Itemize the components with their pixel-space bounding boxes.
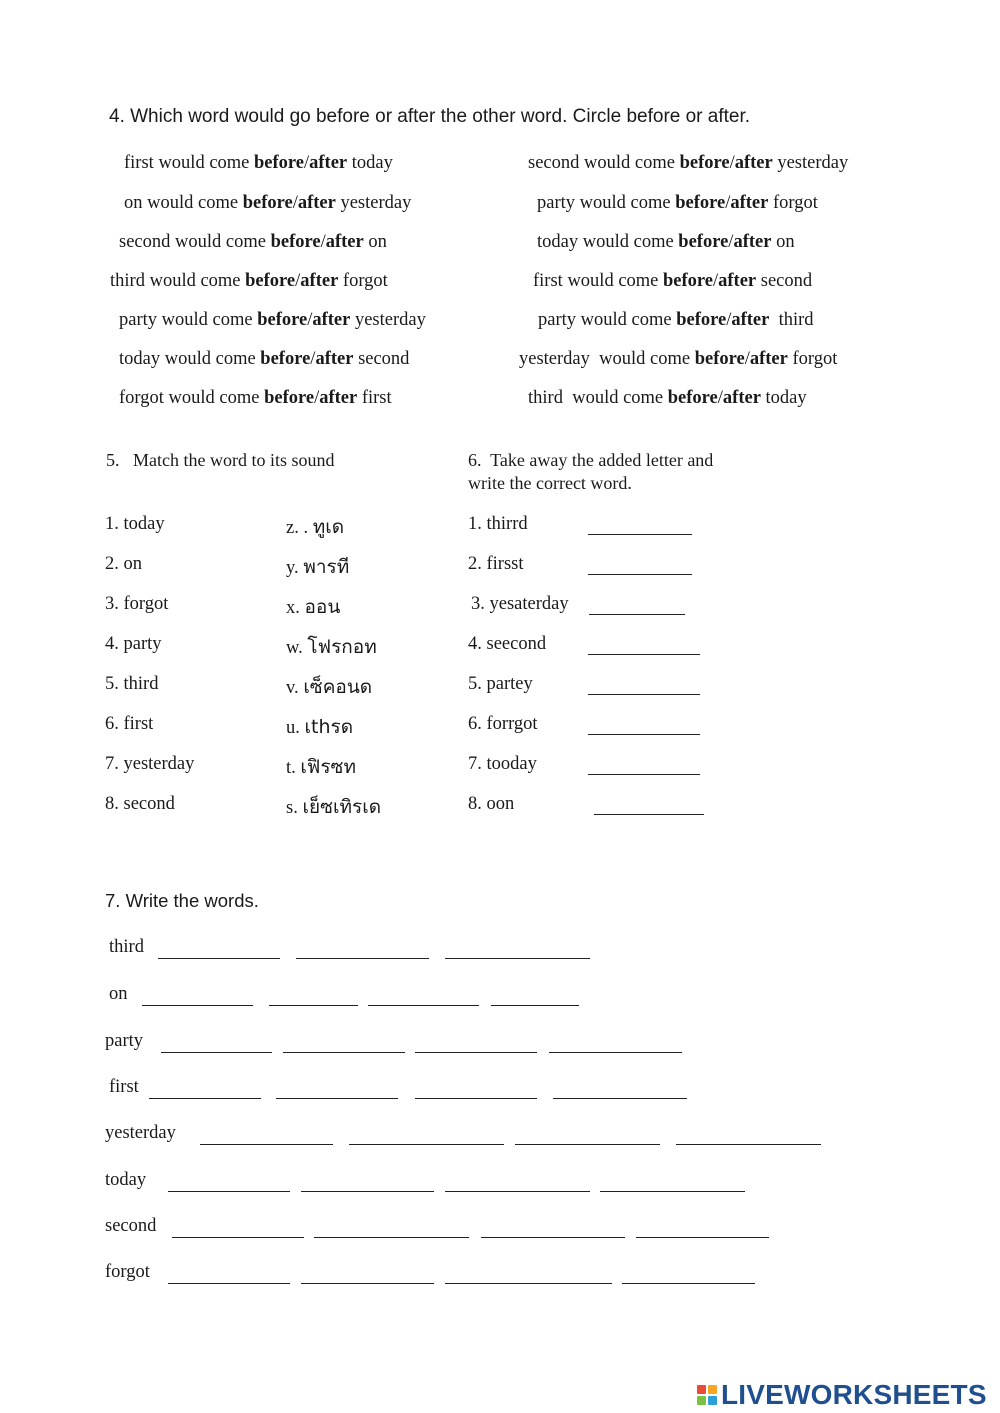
match-sound-item (286, 712, 353, 742)
before-after-row (119, 310, 426, 331)
before-option[interactable]: before (679, 153, 730, 173)
misspelled-word: 8. oon (468, 794, 515, 814)
match-word-item: 4. party (105, 634, 162, 654)
after-option[interactable]: after (718, 271, 757, 291)
row-word-b: on (776, 232, 795, 252)
slash: / (304, 153, 310, 173)
slash: / (725, 193, 731, 213)
sound-thai: เthรด (304, 716, 354, 738)
match-word-item: 5. third (105, 674, 159, 694)
match-word-item: 3. forgot (105, 594, 169, 614)
after-option[interactable]: after (730, 193, 769, 213)
write-blank[interactable] (314, 1237, 469, 1238)
slash: / (295, 271, 301, 291)
row-word-b: today (765, 388, 807, 408)
row-word-a: party (119, 310, 158, 330)
row-phrase: would come (144, 271, 246, 291)
write-blank[interactable] (168, 1191, 290, 1192)
section-6-title-line1: 6. Take away the added letter and (468, 450, 714, 470)
answer-blank[interactable] (594, 814, 704, 815)
after-option[interactable]: after (734, 153, 773, 173)
sound-letter: u. (286, 718, 305, 738)
row-phrase: would come (153, 153, 254, 173)
row-phrase: would come (160, 349, 261, 369)
write-word-label: third (109, 937, 144, 957)
before-option[interactable]: before (667, 388, 718, 408)
before-after-row (537, 232, 795, 253)
before-after-row (110, 271, 388, 292)
row-word-a: forgot (119, 388, 164, 408)
before-after-row (538, 310, 814, 331)
row-word-a: on (124, 193, 143, 213)
liveworksheets-logo-icon (697, 1385, 717, 1405)
row-word-b: first (361, 388, 392, 408)
answer-blank[interactable] (588, 654, 700, 655)
slash: / (307, 310, 313, 330)
slash: / (320, 232, 326, 252)
row-phrase: would come (157, 310, 258, 330)
write-word-label: first (109, 1077, 139, 1097)
answer-blank[interactable] (588, 694, 700, 695)
row-word-b: yesterday (354, 310, 426, 330)
before-option[interactable]: before (694, 349, 745, 369)
match-word-item: 2. on (105, 554, 142, 574)
write-word-label: party (105, 1031, 144, 1051)
liveworksheets-logo (697, 1378, 987, 1412)
misspelled-word: 2. firsst (468, 554, 524, 574)
row-word-b: on (368, 232, 387, 252)
after-option[interactable]: after (315, 349, 354, 369)
row-word-b: forgot (342, 271, 388, 291)
write-blank[interactable] (368, 1005, 479, 1006)
match-word-item: 1. today (105, 514, 165, 534)
match-sound-item (286, 792, 381, 822)
section-7-title: 7. Write the words. (105, 890, 259, 911)
row-word-a: party (537, 193, 576, 213)
sound-letter: s. (286, 798, 303, 818)
row-phrase: would come (579, 153, 680, 173)
answer-blank[interactable] (588, 734, 700, 735)
write-blank[interactable] (200, 1144, 333, 1145)
write-blank[interactable] (481, 1237, 625, 1238)
logo-square-green (697, 1396, 706, 1405)
slash: / (292, 193, 298, 213)
after-option[interactable]: after (319, 388, 358, 408)
write-blank[interactable] (445, 1283, 612, 1284)
match-sound-item (286, 632, 377, 662)
row-phrase: would come (170, 232, 271, 252)
match-word-item: 7. yesterday (105, 754, 195, 774)
after-option[interactable]: after (731, 310, 770, 330)
before-after-row (537, 193, 818, 214)
slash: / (744, 349, 750, 369)
write-blank[interactable] (553, 1098, 687, 1099)
after-option[interactable]: after (312, 310, 351, 330)
sound-thai: ออน (304, 596, 341, 618)
write-blank[interactable] (622, 1283, 755, 1284)
write-word-label: forgot (105, 1262, 150, 1282)
write-blank[interactable] (161, 1052, 272, 1053)
row-word-a: second (528, 153, 580, 173)
write-blank[interactable] (445, 1191, 590, 1192)
logo-square-orange (708, 1385, 717, 1394)
match-word-item: 8. second (105, 794, 175, 814)
write-blank[interactable] (158, 958, 280, 959)
after-option[interactable]: after (749, 349, 788, 369)
after-option[interactable]: after (309, 153, 348, 173)
slash: / (310, 349, 316, 369)
match-sound-item (286, 512, 344, 542)
write-blank[interactable] (269, 1005, 358, 1006)
before-after-row (519, 349, 837, 370)
answer-blank[interactable] (588, 774, 700, 775)
answer-blank[interactable] (588, 534, 692, 535)
write-blank[interactable] (600, 1191, 745, 1192)
row-word-a: party (538, 310, 577, 330)
write-word-label: second (105, 1216, 157, 1236)
misspelled-word: 1. thirrd (468, 514, 528, 534)
match-sound-item (286, 672, 372, 702)
write-blank[interactable] (415, 1052, 537, 1053)
row-word-a: first (124, 153, 154, 173)
row-phrase: would come (594, 349, 695, 369)
write-word-label: yesterday (105, 1123, 176, 1143)
match-sound-item (286, 592, 340, 622)
row-word-b: second (760, 271, 813, 291)
match-word-item: 6. first (105, 714, 154, 734)
slash: / (726, 310, 732, 330)
write-blank[interactable] (296, 958, 429, 959)
before-after-row (119, 232, 387, 253)
before-option[interactable]: before (254, 153, 304, 173)
sound-thai: พารที (303, 556, 350, 578)
sound-letter: w. (286, 638, 308, 658)
before-option[interactable]: before (245, 271, 296, 291)
misspelled-word: 5. partey (468, 674, 533, 694)
write-word-label: on (109, 984, 128, 1004)
before-option[interactable]: before (270, 232, 321, 252)
section-4-title: 4. Which word would go before or after the other word. Circle before or after. (109, 106, 751, 127)
row-word-b: second (358, 349, 410, 369)
row-phrase: would come (163, 388, 265, 408)
write-blank[interactable] (172, 1237, 304, 1238)
row-word-a: third (110, 271, 145, 291)
before-option[interactable]: before (260, 349, 311, 369)
answer-blank[interactable] (588, 574, 692, 575)
before-after-row (528, 153, 848, 174)
misspelled-word: 7. tooday (468, 754, 537, 774)
before-after-row (528, 388, 807, 409)
sound-letter: y. (286, 558, 304, 578)
write-blank[interactable] (515, 1144, 660, 1145)
slash: / (314, 388, 320, 408)
sound-thai: โฟรกอท (307, 636, 377, 658)
write-blank[interactable] (301, 1191, 434, 1192)
slash: / (728, 232, 734, 252)
match-sound-item (286, 752, 356, 782)
row-word-a: yesterday (519, 349, 595, 369)
sound-thai: เซ็คอนด (303, 676, 373, 698)
row-word-b: today (351, 153, 393, 173)
write-blank[interactable] (168, 1283, 290, 1284)
answer-blank[interactable] (589, 614, 685, 615)
after-option[interactable]: after (722, 388, 761, 408)
row-word-b: third (773, 310, 814, 330)
after-option[interactable]: after (297, 193, 336, 213)
write-blank[interactable] (149, 1098, 261, 1099)
sound-letter: x. (286, 598, 305, 618)
write-blank[interactable] (415, 1098, 537, 1099)
row-word-b: forgot (772, 193, 818, 213)
before-option[interactable]: before (676, 310, 727, 330)
before-after-row (124, 153, 393, 174)
write-blank[interactable] (276, 1098, 398, 1099)
after-option[interactable]: after (300, 271, 339, 291)
after-option[interactable]: after (325, 232, 364, 252)
match-sound-item (286, 552, 349, 582)
slash: / (713, 271, 719, 291)
row-word-a: first (533, 271, 563, 291)
write-blank[interactable] (301, 1283, 434, 1284)
before-option[interactable]: before (678, 232, 729, 252)
misspelled-word: 3. yesaterday (471, 594, 569, 614)
sound-thai: ทูเด (312, 516, 345, 538)
row-phrase: would come (575, 193, 676, 213)
write-blank[interactable] (491, 1005, 579, 1006)
write-blank[interactable] (349, 1144, 504, 1145)
row-word-b: yesterday (777, 153, 849, 173)
sound-letter: v. (286, 678, 304, 698)
sound-letter: t. (286, 758, 301, 778)
row-phrase: would come (576, 310, 677, 330)
row-phrase: would come (567, 388, 668, 408)
write-blank[interactable] (142, 1005, 253, 1006)
before-option[interactable]: before (242, 193, 293, 213)
section-5-title: 5. Match the word to its sound (106, 450, 335, 470)
before-after-row (533, 271, 812, 292)
row-phrase: would come (578, 232, 679, 252)
logo-text: LIVEWORKSHEETS (721, 1379, 987, 1410)
sound-thai: เฟิรซท (300, 756, 356, 778)
row-word-b: forgot (792, 349, 838, 369)
before-option[interactable]: before (264, 388, 315, 408)
sound-thai: เย็ซเทิรเด (302, 796, 382, 818)
row-word-a: second (119, 232, 171, 252)
row-word-a: third (528, 388, 568, 408)
row-phrase: would come (562, 271, 663, 291)
write-blank[interactable] (445, 958, 590, 959)
row-word-a: today (537, 232, 579, 252)
slash: / (717, 388, 723, 408)
write-blank[interactable] (549, 1052, 682, 1053)
row-word-b: yesterday (340, 193, 412, 213)
before-after-row (124, 193, 411, 214)
sound-letter: z. . (286, 518, 313, 538)
write-blank[interactable] (676, 1144, 821, 1145)
after-option[interactable]: after (733, 232, 772, 252)
before-option[interactable]: before (663, 271, 713, 291)
before-after-row (119, 349, 409, 370)
logo-square-blue (708, 1396, 717, 1405)
write-blank[interactable] (636, 1237, 769, 1238)
before-after-row (119, 388, 392, 409)
write-blank[interactable] (283, 1052, 405, 1053)
write-word-label: today (105, 1170, 147, 1190)
misspelled-word: 6. forrgot (468, 714, 538, 734)
row-word-a: today (119, 349, 161, 369)
before-option[interactable]: before (675, 193, 726, 213)
section-6-title-line2: write the correct word. (468, 473, 632, 493)
slash: / (729, 153, 735, 173)
before-option[interactable]: before (257, 310, 308, 330)
row-phrase: would come (142, 193, 243, 213)
misspelled-word: 4. seecond (468, 634, 547, 654)
logo-square-red (697, 1385, 706, 1394)
